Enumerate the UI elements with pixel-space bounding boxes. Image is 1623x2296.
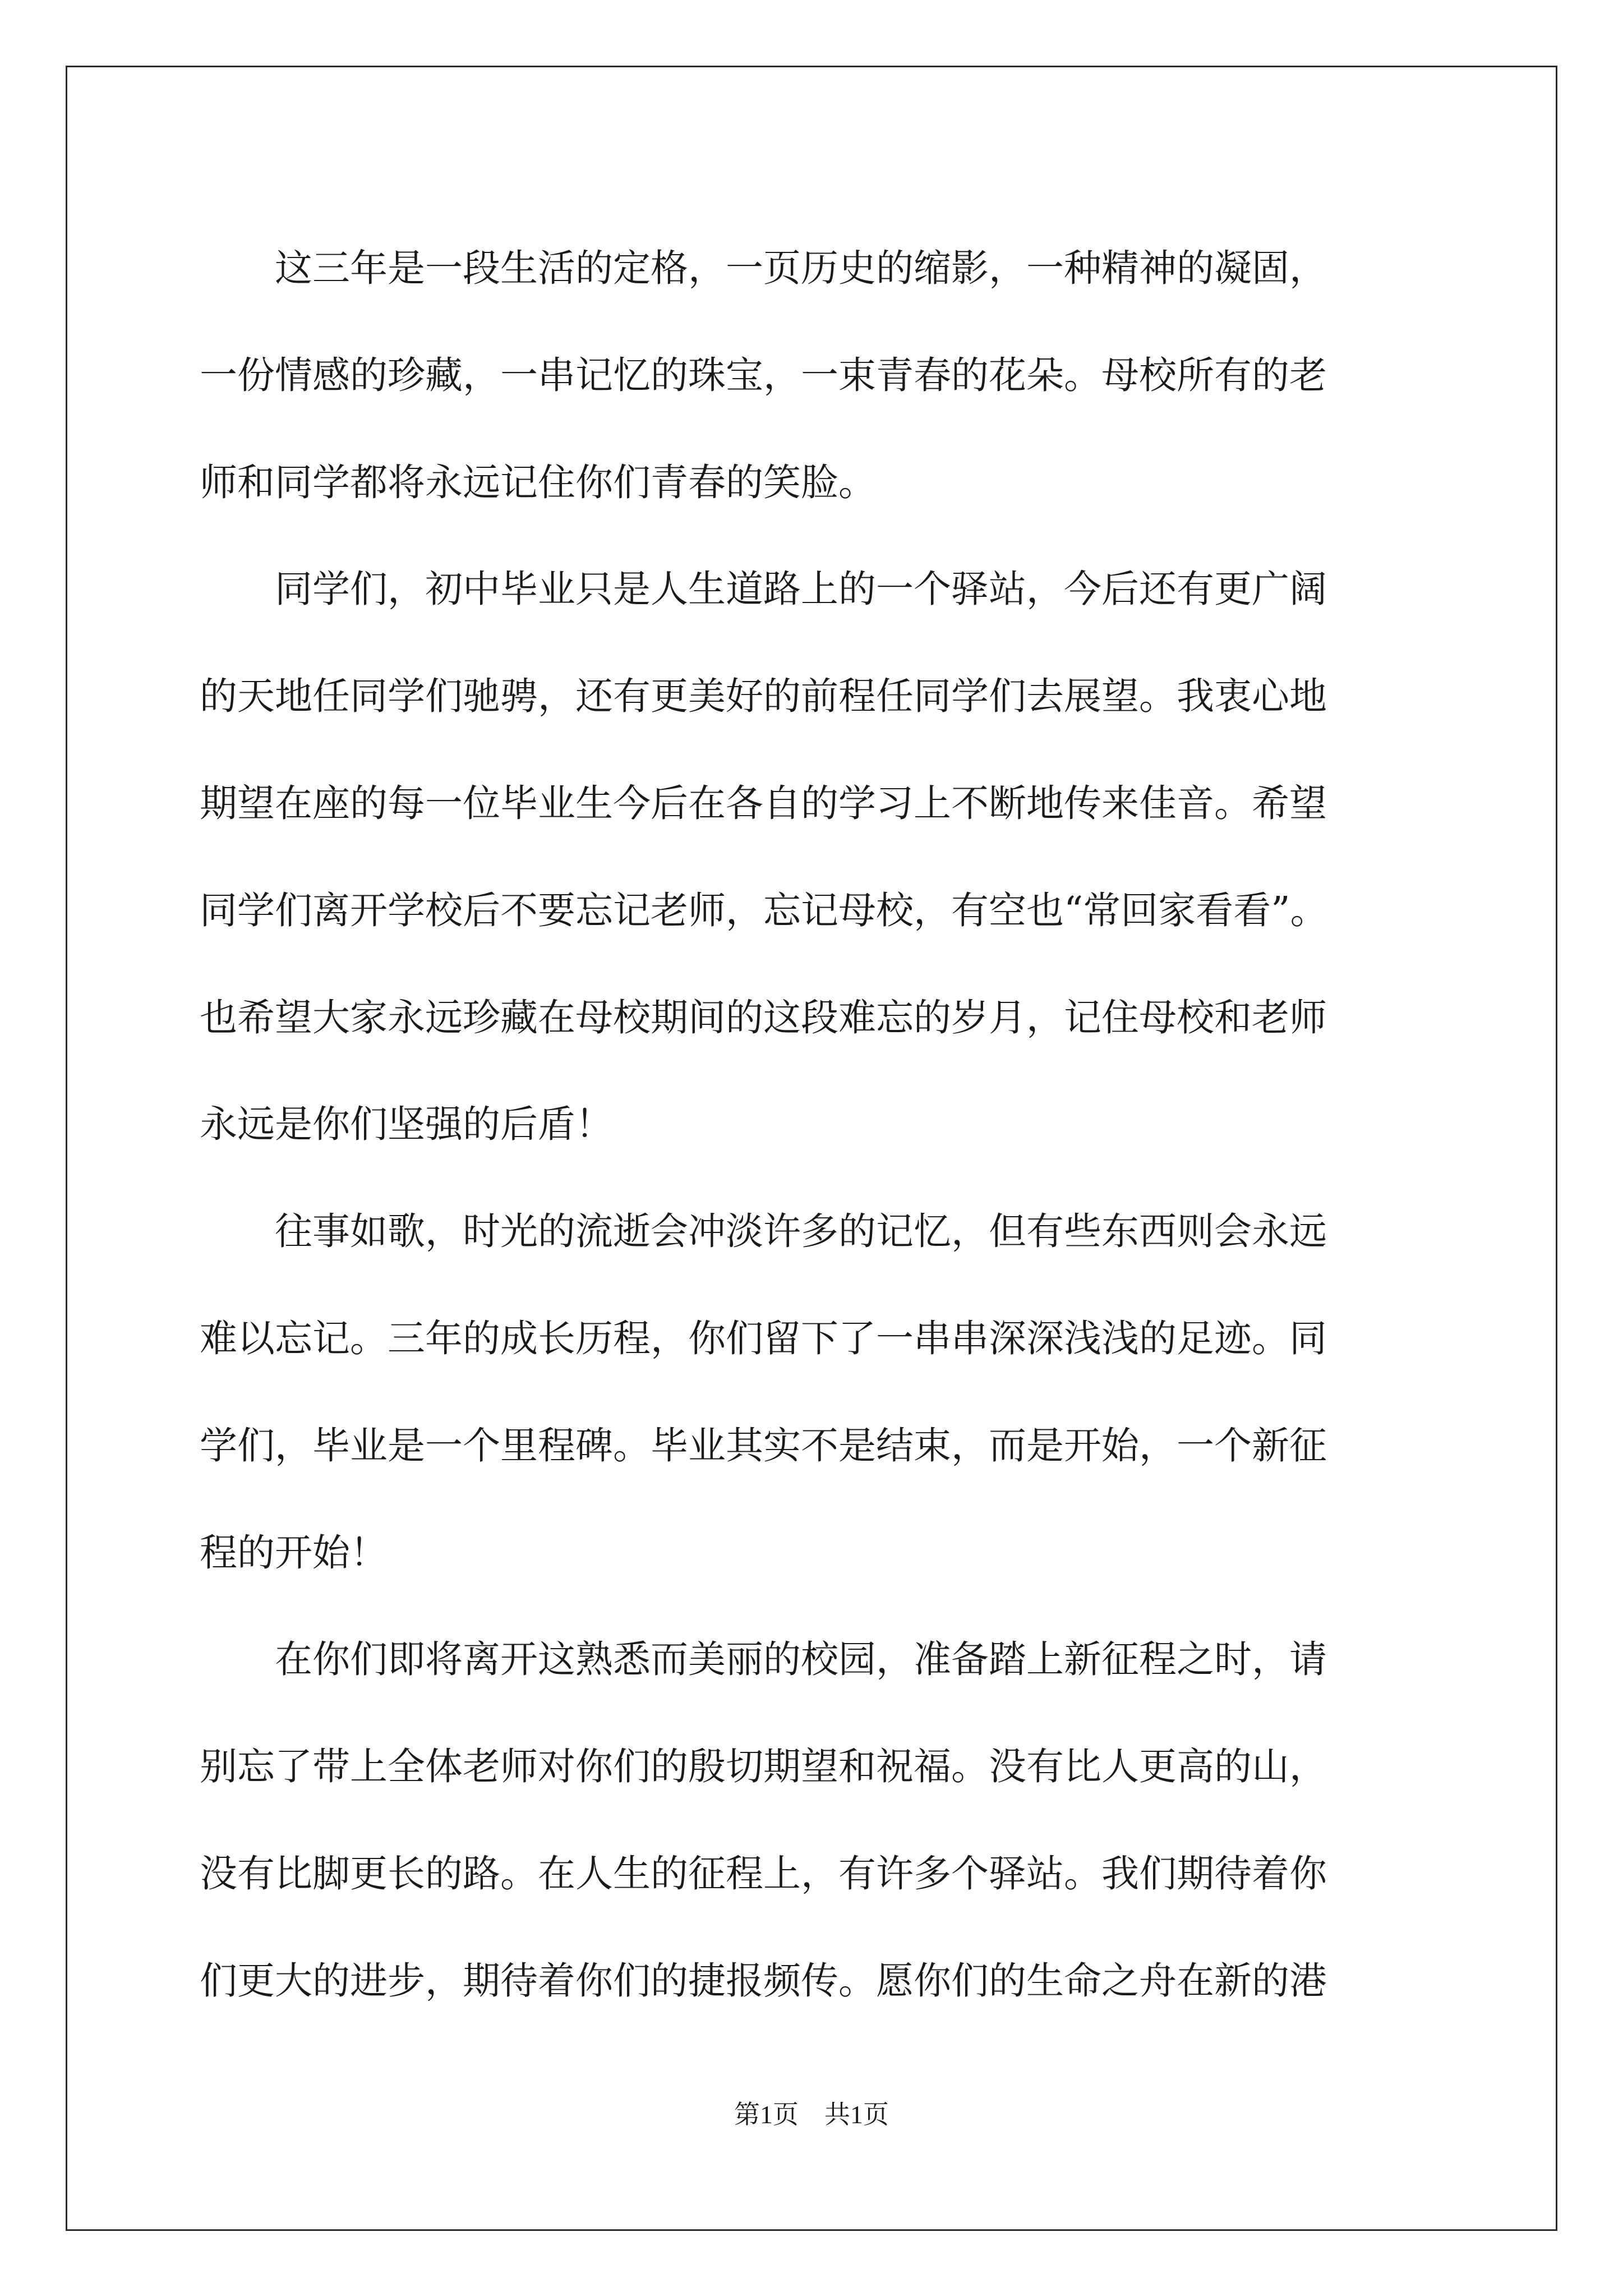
paragraph <box>200 1178 1422 1606</box>
text-line: 往事如歌，时光的流逝会冲淡许多的记忆，但有些东西则会永远 <box>275 1209 1327 1254</box>
page-total: 共1页 <box>824 2100 889 2129</box>
text-line: 同学们离开学校后不要忘记老师，忘记母校，有空也“常回家看看”。 <box>200 888 1328 932</box>
text-line: 期望在座的每一位毕业生今后在各自的学习上不断地传来佳音。希望 <box>200 781 1327 825</box>
text-line: 的天地任同学们驰骋，还有更美好的前程任同学们去展望。我衷心地 <box>200 674 1327 719</box>
text-line: 一份情感的珍藏，一串记忆的珠宝，一束青春的花朵。母校所有的老 <box>200 353 1327 397</box>
text-line: 也希望大家永远珍藏在母校期间的这段难忘的岁月，记住母校和老师 <box>200 995 1327 1039</box>
page-footer <box>0 2098 1623 2132</box>
paragraph <box>200 1606 1422 2034</box>
text-line: 别忘了带上全体老师对你们的殷切期望和祝福。没有比人更高的山， <box>200 1745 1327 1789</box>
text-line: 没有比脚更长的路。在人生的征程上，有许多个驿站。我们期待着你 <box>200 1851 1327 1895</box>
document-body <box>200 215 1422 2035</box>
text-line: 这三年是一段生活的定格，一页历史的缩影，一种精神的凝固， <box>275 246 1327 290</box>
text-line: 同学们，初中毕业只是人生道路上的一个驿站，今后还有更广阔 <box>275 567 1327 611</box>
text-line: 学们，毕业是一个里程碑。毕业其实不是结束，而是开始，一个新征 <box>200 1423 1327 1467</box>
text-line: 难以忘记。三年的成长历程，你们留下了一串串深深浅浅的足迹。同 <box>200 1316 1327 1360</box>
text-line: 们更大的进步，期待着你们的捷报频传。愿你们的生命之舟在新的港 <box>200 1958 1327 2003</box>
text-line: 在你们即将离开这熟悉而美丽的校园，准备踏上新征程之时，请 <box>275 1637 1327 1682</box>
page-number: 第1页 <box>734 2100 799 2129</box>
text-line: 师和同学都将永远记住你们青春的笑脸。 <box>200 460 876 504</box>
text-line: 永远是你们坚强的后盾！ <box>200 1102 613 1147</box>
paragraph <box>200 215 1422 536</box>
text-line: 程的开始！ <box>200 1530 388 1575</box>
paragraph <box>200 536 1422 1178</box>
